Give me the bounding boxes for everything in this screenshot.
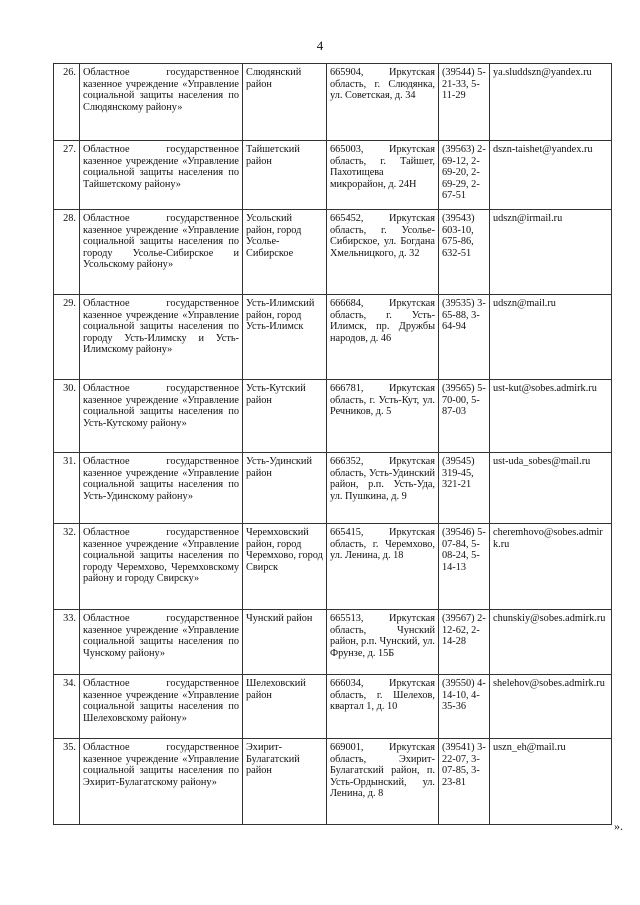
address-cell: 665415, Иркутская область, г. Черемхово, ул. Ленина, д. 18 <box>327 524 439 610</box>
email-cell: chunskiy@sobes.admirk.ru <box>490 610 612 675</box>
table-row <box>54 675 612 739</box>
address-cell: 665904, Иркутская область, г. Слюдянка, ул. Советская, д. 34 <box>327 64 439 141</box>
row-number-cell: 34. <box>54 675 80 739</box>
email-cell: shelehov@sobes.admirk.ru <box>490 675 612 739</box>
agency-name-cell: Областное государственное казенное учреждение «Управление социальной защиты населения по Слюдянскому району» <box>80 64 243 141</box>
row-number-cell: 28. <box>54 210 80 295</box>
row-number-cell: 30. <box>54 380 80 453</box>
email-cell: ust-kut@sobes.admirk.ru <box>490 380 612 453</box>
agency-name-cell: Областное государственное казенное учреждение «Управление социальной защиты населения по Тайшетскому району» <box>80 141 243 210</box>
closing-quote-mark: ». <box>614 819 623 833</box>
row-number-cell: 29. <box>54 295 80 380</box>
row-number-cell: 31. <box>54 453 80 524</box>
page-number: 4 <box>316 38 324 53</box>
table-row <box>54 141 612 210</box>
agency-name-cell: Областное государственное казенное учреждение «Управление социальной защиты населения по Усть-Удинскому району» <box>80 453 243 524</box>
address-cell: 666034, Иркутская область, г. Шелехов, квартал 1, д. 10 <box>327 675 439 739</box>
table-row <box>54 295 612 380</box>
phone-cell: (39545) 319-45, 321-21 <box>439 453 490 524</box>
email-cell: uszn_eh@mail.ru <box>490 739 612 825</box>
table-row <box>54 64 612 141</box>
table-row <box>54 380 612 453</box>
phone-cell: (39535) 3-65-88, 3-64-94 <box>439 295 490 380</box>
address-cell: 666781, Иркутская область, г. Усть-Кут, ул. Речников, д. 5 <box>327 380 439 453</box>
address-cell: 666684, Иркутская область, г. Усть-Илимск, пр. Дружбы народов, д. 46 <box>327 295 439 380</box>
agency-name-cell: Областное государственное казенное учреждение «Управление социальной защиты населения по Чунскому району» <box>80 610 243 675</box>
agency-name-cell: Областное государственное казенное учреждение «Управление социальной защиты населения по Усть-Кутскому району» <box>80 380 243 453</box>
table-row <box>54 739 612 825</box>
district-cell: Тайшетский район <box>243 141 327 210</box>
phone-cell: (39550) 4-14-10, 4-35-36 <box>439 675 490 739</box>
phone-cell: (39565) 5-70-00, 5-87-03 <box>439 380 490 453</box>
district-cell: Чунский район <box>243 610 327 675</box>
district-cell: Усть-Удинский район <box>243 453 327 524</box>
email-cell: ya.sluddszn@yandex.ru <box>490 64 612 141</box>
row-number-cell: 27. <box>54 141 80 210</box>
row-number-cell: 26. <box>54 64 80 141</box>
row-number-cell: 35. <box>54 739 80 825</box>
district-cell: Эхирит-Булагатский район <box>243 739 327 825</box>
table-row <box>54 524 612 610</box>
email-cell: cheremhovo@sobes.admirk.ru <box>490 524 612 610</box>
address-cell: 665452, Иркутская область, г. Усолье-Сибирское, ул. Богдана Хмельницкого, д. 32 <box>327 210 439 295</box>
address-cell: 665003, Иркутская область, г. Тайшет, Пахотищева микрорайон, д. 24Н <box>327 141 439 210</box>
row-number-cell: 32. <box>54 524 80 610</box>
district-cell: Черемховский район, город Черемхово, город Свирск <box>243 524 327 610</box>
address-cell: 665513, Иркутская область, Чунский район, р.п. Чунский, ул. Фрунзе, д. 15Б <box>327 610 439 675</box>
agencies-table <box>53 63 612 825</box>
email-cell: udszn@irmail.ru <box>490 210 612 295</box>
address-cell: 669001, Иркутская область, Эхирит-Булагатский район, п. Усть-Ордынский, ул. Ленина, д. 8 <box>327 739 439 825</box>
agency-name-cell: Областное государственное казенное учреждение «Управление социальной защиты населения по городу Черемхово, Черемховскому району и городу Свирску» <box>80 524 243 610</box>
email-cell: udszn@mail.ru <box>490 295 612 380</box>
table-row <box>54 453 612 524</box>
row-number-cell: 33. <box>54 610 80 675</box>
phone-cell: (39563) 2-69-12, 2-69-20, 2-69-29, 2-67-51 <box>439 141 490 210</box>
email-cell: ust-uda_sobes@mail.ru <box>490 453 612 524</box>
agency-name-cell: Областное государственное казенное учреждение «Управление социальной защиты населения по городу Усолье-Сибирское и Усольскому району» <box>80 210 243 295</box>
agency-name-cell: Областное государственное казенное учреждение «Управление социальной защиты населения по городу Усть-Илимску и Усть-Илимскому району» <box>80 295 243 380</box>
district-cell: Усольский район, город Усолье-Сибирское <box>243 210 327 295</box>
agency-name-cell: Областное государственное казенное учреждение «Управление социальной защиты населения по Шелеховскому району» <box>80 675 243 739</box>
email-cell: dszn-taishet@yandex.ru <box>490 141 612 210</box>
agency-name-cell: Областное государственное казенное учреждение «Управление социальной защиты населения по Эхирит-Булагатскому району» <box>80 739 243 825</box>
district-cell: Шелеховский район <box>243 675 327 739</box>
table-row <box>54 610 612 675</box>
district-cell: Слюдянский район <box>243 64 327 141</box>
district-cell: Усть-Кутский район <box>243 380 327 453</box>
table-row <box>54 210 612 295</box>
phone-cell: (39543) 603-10, 675-86, 632-51 <box>439 210 490 295</box>
phone-cell: (39544) 5-21-33, 5-11-29 <box>439 64 490 141</box>
phone-cell: (39546) 5-07-84, 5-08-24, 5-14-13 <box>439 524 490 610</box>
phone-cell: (39567) 2-12-62, 2-14-28 <box>439 610 490 675</box>
district-cell: Усть-Илимский район, город Усть-Илимск <box>243 295 327 380</box>
phone-cell: (39541) 3-22-07, 3-07-85, 3-23-81 <box>439 739 490 825</box>
address-cell: 666352, Иркутская область, Усть-Удинский район, р.п. Усть-Уда, ул. Пушкина, д. 9 <box>327 453 439 524</box>
